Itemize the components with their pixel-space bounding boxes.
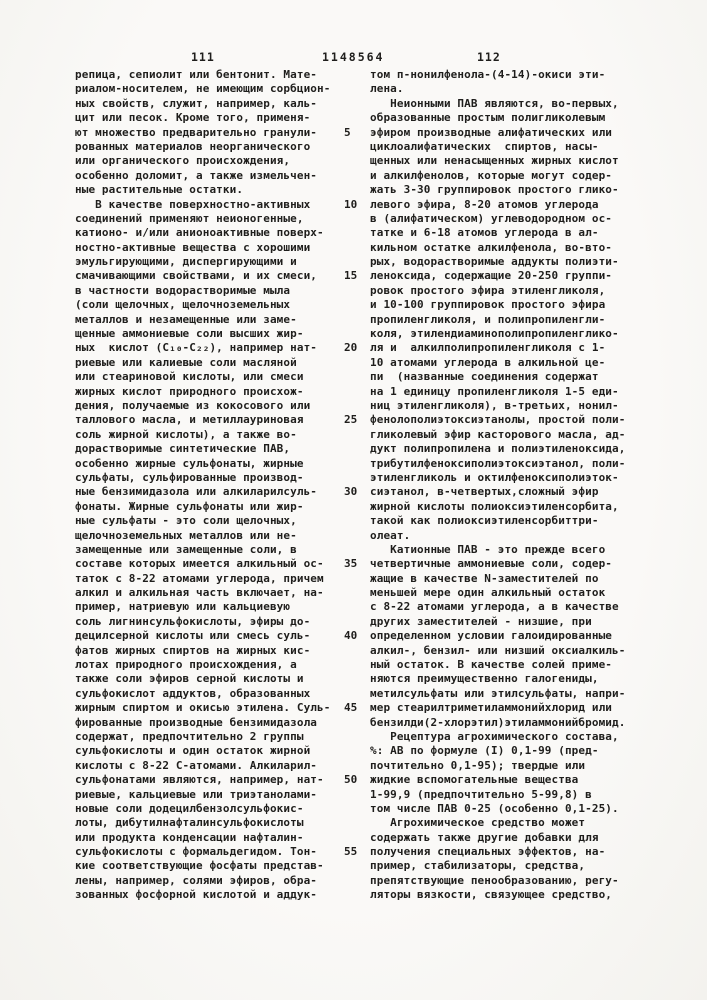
text-line: соль жирной кислоты), а также во- — [75, 427, 297, 441]
gutter-spacer — [344, 298, 370, 312]
gutter-spacer — [344, 600, 370, 614]
text-line: содержать также другие добавки для — [370, 830, 599, 844]
text-line: ют множество предварительно гранули- — [75, 125, 318, 139]
gutter-spacer — [344, 169, 370, 183]
gutter-spacer — [344, 154, 370, 168]
gutter-spacer — [344, 744, 370, 758]
text-line: дорастворимые синтетические ПАВ, — [75, 442, 291, 456]
gutter-spacer — [344, 370, 370, 384]
gutter-spacer — [344, 241, 370, 255]
text-line: или стеариновой кислоты, или смеси — [75, 370, 304, 384]
text-line: 1-99,9 (предпочтительно 5-99,8) в — [370, 787, 592, 801]
gutter-spacer — [344, 356, 370, 370]
text-line: гликолевый эфир касторового масла, ад- — [370, 427, 626, 441]
gutter-spacer — [344, 284, 370, 298]
text-line: также соли эфиров серной кислоты и — [75, 672, 304, 686]
text-line: или продукта конденсации нафталин- — [75, 830, 304, 844]
page-header — [0, 50, 707, 64]
text-line: замещенные или замещенные соли, в — [75, 542, 297, 556]
gutter-spacer — [344, 644, 370, 658]
text-line: особенно жирные сульфонаты, жирные — [75, 456, 304, 470]
text-line: щенные аммониевые соли высших жир- — [75, 327, 304, 341]
text-line: и 10-100 группировок простого эфира — [370, 298, 606, 312]
text-line: риевые или калиевые соли масляной — [75, 355, 297, 369]
text-line: щелочноземельных металлов или не- — [75, 528, 297, 542]
text-line: алкил-, бензил- или низший оксиалкиль- — [370, 643, 626, 657]
text-line: том п-нонилфенола-(4-14)-окиси эти- — [370, 68, 606, 81]
text-line: ниц этиленгликоля), в-третьих, нонил- — [370, 398, 619, 412]
line-number: 25 — [344, 413, 358, 427]
text-line: фированные производные бензимидазола — [75, 715, 318, 729]
text-line: катионо- и/или анионоактивные поверх- — [75, 226, 324, 240]
gutter-spacer — [344, 816, 370, 830]
gutter-spacer — [344, 313, 370, 327]
gutter-spacer — [344, 759, 370, 773]
text-line: на 1 единицу пропиленгликоля 1-5 еди- — [370, 384, 619, 398]
line-number: 30 — [344, 485, 358, 499]
text-line: рованных материалов неорганического — [75, 139, 311, 153]
text-line: лотах природного происхождения, а — [75, 658, 297, 672]
text-line: сиэтанол, в-четвертых,сложный эфир — [370, 485, 599, 499]
page-content — [75, 68, 640, 903]
text-line: риевые, кальциевые или триэтанолами- — [75, 787, 318, 801]
text-line: содержат, предпочтительно 2 группы — [75, 729, 304, 743]
gutter-spacer — [344, 226, 370, 240]
gutter-spacer — [344, 442, 370, 456]
text-line: фатов жирных спиртов на жирных кис- — [75, 643, 311, 657]
text-line: репица, сепиолит или бентонит. Мате- — [75, 68, 318, 81]
text-line: дукт полипропилена и полиэтиленоксида, — [370, 442, 626, 456]
line-number: 5 — [344, 125, 351, 139]
text-line: метилсульфаты или этилсульфаты, напри- — [370, 686, 626, 700]
text-line: кильном остатке алкилфенола, во-вто- — [370, 240, 613, 254]
text-line: Рецептура агрохимического состава, — [370, 729, 619, 743]
text-line: соль лигнинсульфокислоты, эфиры до- — [75, 614, 311, 628]
text-line: соединений применяют неионогенные, — [75, 211, 304, 225]
text-line: зованных фосфорной кислотой и аддук- — [75, 888, 318, 902]
text-line: бензилди(2-хлорэтил)этиламмонийбромид. — [370, 715, 626, 729]
text-line: составе которых имеется алкильный ос- — [75, 557, 324, 571]
text-line: этиленгликоль и октилфеноксиполиэток- — [370, 470, 619, 484]
line-number-gutter — [337, 68, 370, 903]
text-line: эфиром производные алифатических или — [370, 125, 613, 139]
text-line: эмульгирующими, диспергирующими и — [75, 255, 297, 269]
gutter-spacer — [344, 730, 370, 744]
text-line: леноксида, содержащие 20-250 группи- — [370, 269, 613, 283]
gutter-spacer — [344, 672, 370, 686]
text-line: получения специальных эффектов, на- — [370, 845, 606, 859]
text-line: четвертичные аммониевые соли, содер- — [370, 557, 613, 571]
text-line: лоты, дибутилнафталинсульфокислоты — [75, 816, 304, 830]
text-line: Неионными ПАВ являются, во-первых, — [370, 96, 619, 110]
text-line: дения, получаемые из кокосового или — [75, 398, 311, 412]
line-number: 15 — [344, 269, 358, 283]
gutter-spacer — [344, 82, 370, 96]
text-line: кие соответствующие фосфаты представ- — [75, 859, 324, 873]
text-line: ные растительные остатки. — [75, 183, 244, 197]
text-line: татке и 6-18 атомов углерода в ал- — [370, 226, 599, 240]
text-line: ных кислот (C₁₀-C₂₂), например нат- — [75, 341, 318, 355]
text-line: особенно доломит, а также измельчен- — [75, 168, 318, 182]
text-line: ровок простого эфира этиленгликоля, — [370, 283, 606, 297]
text-line: меньшей мере один алкильный остаток — [370, 586, 606, 600]
text-line: таллового масла, и метиллауриновая — [75, 413, 304, 427]
text-line: сульфаты, сульфированные производ- — [75, 470, 304, 484]
text-line: сульфокислоты с формальдегидом. Тон- — [75, 845, 318, 859]
gutter-spacer — [344, 500, 370, 514]
text-line: %: АВ по формуле (I) 0,1-99 (пред- — [370, 744, 599, 758]
text-line: в (алифатическом) углеводородном ос- — [370, 211, 613, 225]
gutter-spacer — [344, 514, 370, 528]
gutter-spacer — [344, 428, 370, 442]
text-line: ных свойств, служит, например, каль- — [75, 96, 318, 110]
text-line: В качестве поверхностно-активных — [75, 197, 311, 211]
gutter-spacer — [344, 68, 370, 82]
text-line: сульфонатами являются, например, нат- — [75, 773, 324, 787]
text-line: в частности водорастворимые мыла — [75, 283, 291, 297]
text-line: коля, этилендиаминополипропиленглико- — [370, 327, 619, 341]
text-line: с 8-22 атомами углерода, а в качестве — [370, 600, 619, 614]
gutter-spacer — [344, 327, 370, 341]
gutter-spacer — [344, 831, 370, 845]
gutter-spacer — [344, 802, 370, 816]
text-line: пример, натриевую или кальциевую — [75, 600, 291, 614]
gutter-spacer — [344, 385, 370, 399]
text-line: ностно-активные вещества с хорошими — [75, 240, 311, 254]
text-line: жидкие вспомогательные вещества — [370, 773, 579, 787]
text-line: препятствующие пенообразованию, регу- — [370, 873, 619, 887]
text-line: таток с 8-22 атомами углерода, причем — [75, 571, 324, 585]
line-number: 45 — [344, 701, 358, 715]
gutter-spacer — [344, 255, 370, 269]
text-line: ный остаток. В качестве солей приме- — [370, 658, 613, 672]
gutter-spacer — [344, 543, 370, 557]
text-line: почтительно 0,1-95); твердые или — [370, 758, 586, 772]
text-line: жирным спиртом и окисью этилена. Суль- — [75, 701, 331, 715]
gutter-spacer — [344, 687, 370, 701]
gutter-spacer — [344, 529, 370, 543]
line-number: 55 — [344, 845, 358, 859]
text-line: сульфокислоты и один остаток жирной — [75, 744, 311, 758]
line-number: 40 — [344, 629, 358, 643]
text-line: фенолополиэтоксиэтанолы, простой поли- — [370, 413, 626, 427]
gutter-spacer — [344, 471, 370, 485]
text-line: левого эфира, 8-20 атомов углерода — [370, 197, 599, 211]
gutter-spacer — [344, 572, 370, 586]
text-line: и алкилфенолов, которые могут содер- — [370, 168, 613, 182]
text-line: образованные простым полигликолевым — [370, 111, 606, 125]
gutter-spacer — [344, 586, 370, 600]
gutter-spacer — [344, 874, 370, 888]
patent-number: 1148564 — [322, 50, 385, 64]
gutter-spacer — [344, 788, 370, 802]
gutter-spacer — [344, 716, 370, 730]
text-line: лена. — [370, 82, 404, 96]
text-line: определенном условии галоидированные — [370, 629, 613, 643]
gutter-spacer — [344, 212, 370, 226]
text-line: 10 атомами углерода в алкильной це- — [370, 355, 606, 369]
gutter-spacer — [344, 457, 370, 471]
text-line: пример, стабилизаторы, средства, — [370, 859, 586, 873]
line-number: 35 — [344, 557, 358, 571]
text-line: цит или песок. Кроме того, применя- — [75, 111, 311, 125]
left-column — [75, 68, 337, 903]
text-line: Агрохимическое средство может — [370, 816, 586, 830]
gutter-spacer — [344, 183, 370, 197]
text-line: няются преимущественно галогениды, — [370, 672, 599, 686]
gutter-spacer — [344, 658, 370, 672]
text-line: олеат. — [370, 528, 411, 542]
text-line: трибутилфеноксиполиэтоксиэтанол, поли- — [370, 456, 626, 470]
text-line: фонаты. Жирные сульфонаты или жир- — [75, 499, 304, 513]
left-page-number: 111 — [191, 50, 215, 64]
text-line: новые соли додецилбензолсульфокис- — [75, 801, 304, 815]
gutter-spacer — [344, 111, 370, 125]
text-line: ные бензимидазола или алкиларилсуль- — [75, 485, 318, 499]
line-number: 20 — [344, 341, 358, 355]
text-line: пропиленгликоля, и полипропиленгли- — [370, 312, 606, 326]
text-line: жирных кислот природного происхож- — [75, 384, 304, 398]
line-number: 10 — [344, 197, 358, 211]
text-line: жать 3-30 группировок простого глико- — [370, 183, 619, 197]
gutter-spacer — [344, 615, 370, 629]
text-line: ные сульфаты - это соли щелочных, — [75, 514, 297, 528]
text-line: циклоалифатических спиртов, насы- — [370, 139, 599, 153]
text-line: такой как полиоксиэтиленсорбиттри- — [370, 514, 599, 528]
gutter-spacer — [344, 140, 370, 154]
text-line: металлов и незамещенные или заме- — [75, 312, 297, 326]
gutter-spacer — [344, 399, 370, 413]
text-line: том числе ПАВ 0-25 (особенно 0,1-25). — [370, 801, 619, 815]
right-column — [370, 68, 640, 903]
text-line: жирной кислоты полиоксиэтиленсорбита, — [370, 499, 619, 513]
line-number: 50 — [344, 773, 358, 787]
text-line: ля и алкилполипропиленгликоля с 1- — [370, 341, 606, 355]
text-line: лены, например, солями эфиров, обра- — [75, 873, 318, 887]
text-line: пи (названные соединения содержат — [370, 370, 599, 384]
text-line: Катионные ПАВ - это прежде всего — [370, 542, 606, 556]
text-line: жащие в качестве N-заместителей по — [370, 571, 599, 585]
text-line: щенных или ненасыщенных жирных кислот — [370, 154, 619, 168]
text-line: децилсерной кислоты или смесь суль- — [75, 629, 311, 643]
text-line: (соли щелочных, щелочноземельных — [75, 298, 291, 312]
gutter-spacer — [344, 859, 370, 873]
gutter-spacer — [344, 888, 370, 902]
text-line: рых, водорастворимые аддукты полиэти- — [370, 255, 619, 269]
text-line: алкил и алкильная часть включает, на- — [75, 586, 324, 600]
text-line: кислоты с 8-22 С-атомами. Алкиларил- — [75, 758, 318, 772]
gutter-spacer — [344, 97, 370, 111]
text-line: ляторы вязкости, связующее средство, — [370, 888, 613, 902]
text-line: риалом-носителем, не имеющим сорбцион- — [75, 82, 331, 96]
text-line: мер стеарилтриметиламмонийхлорид или — [370, 701, 613, 715]
text-line: или органического происхождения, — [75, 154, 291, 168]
right-page-number: 112 — [477, 50, 501, 64]
text-line: сульфокислот аддуктов, образованных — [75, 686, 311, 700]
text-line: смачивающими свойствами, и их смеси, — [75, 269, 318, 283]
text-line: других заместителей - низшие, при — [370, 614, 592, 628]
